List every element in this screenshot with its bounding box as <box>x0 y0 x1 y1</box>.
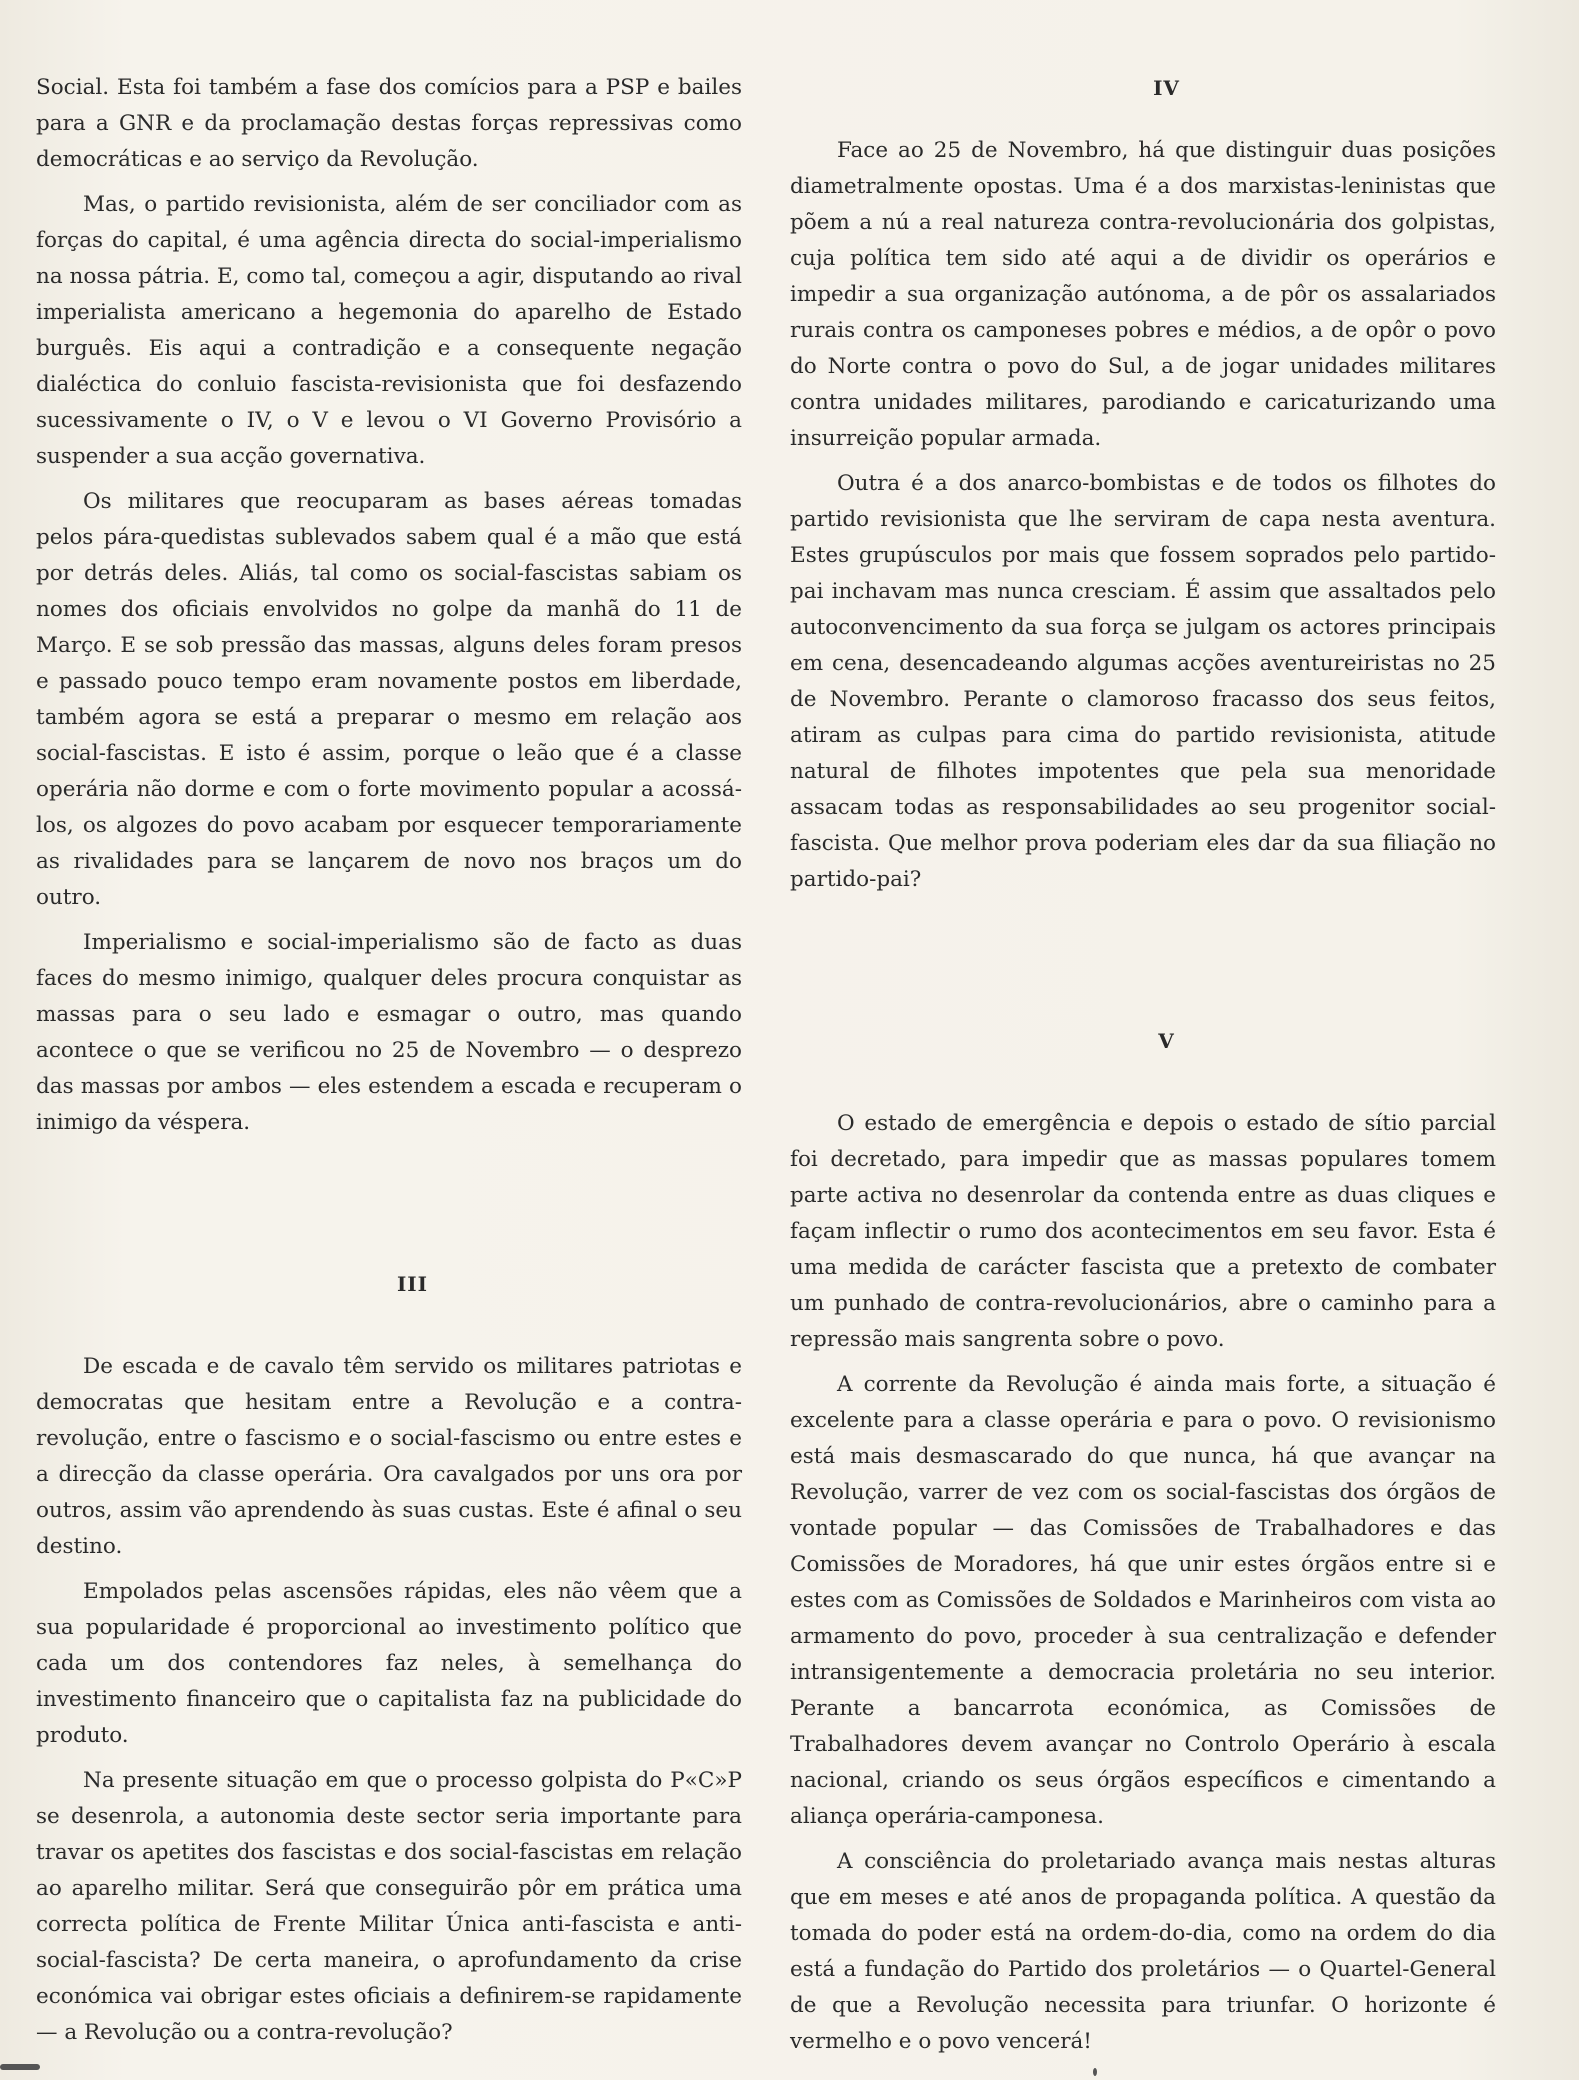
left-column <box>36 70 742 2060</box>
left-paragraph-4: Imperialismo e social-imperialismo são de facto as duas faces do mesmo inimigo, qualquer deles procura conquistar as massas para o seu lado e esmagar o outro, mas quando acontece o que se verificou no 25 de Novembro — o desprezo das massas por ambos — eles estendem a escada e recuperam o inimigo da véspera. <box>36 930 742 1135</box>
spacer <box>36 1150 742 1266</box>
left-paragraph-6: Empolados pelas ascensões rápidas, eles não vêem que a sua popularidade é proporcional ao investimento político que cada um dos contendores faz neles, à semelhança do investimento financeiro que o capitalista faz na publicidade do produto. <box>36 1579 742 1748</box>
section-heading-v: V <box>1158 1029 1175 1053</box>
right-paragraph-5: A consciência do proletariado avança mais nestas alturas que em meses e até anos de propaganda política. A questão da tomada do poder está na ordem-do-dia, como na ordem do dia está a fundação do Partido dos proletários — o Quartel-General de que a Revolução necessita para triunfar. O horizonte é vermelho e o povo vencerá! <box>790 1849 1496 2054</box>
spacer <box>36 1311 742 1349</box>
right-paragraph-2: Outra é a dos anarco-bombistas e de todos os filhotes do partido revisionista que lhe serviram de capa nesta aventura. Estes grupúsculos por mais que fossem soprados pelo partido-pai inchavam mas nunca cresciam. É assim que assaltados pelo autoconvencimento da sua força se julgam os actores principais em cena, desencadeando algumas acções aventureiristas no 25 de Novembro. Perante o clamoroso fracasso dos seus feitos, atiram as culpas para cima do partido revisionista, atitude natural de filhotes impotentes que pela sua menoridade assacam todas as responsabilidades ao seu progenitor social-fascista. Que melhor prova poderiam eles dar da sua filiação no partido-pai? <box>790 471 1496 892</box>
left-paragraph-7: Na presente situação em que o processo golpista do P«C»P se desenrola, a autonomia deste sector seria importante para travar os apetites dos fascistas e dos social-fascistas em relação ao aparelho militar. Será que conseguirão pôr em prática uma correcta política de Frente Militar Única anti-fascista e anti-social-fascista? De certa maneira, o aprofundamento da crise económica vai obrigar estes oficiais a definirem-se rapidamente — a Revolução ou a contra-revolução? <box>36 1768 742 2045</box>
right-paragraph-3: O estado de emergência e depois o estado de sítio parcial foi decretado, para impedir que as massas populares tomem parte activa no desenrolar da contenda entre as duas cliques e façam inflectir o rumo dos acontecimentos em seu favor. Esta é uma medida de carácter fascista que a pretexto de combater um punhado de contra-revolucionários, abre o caminho para a repressão mais sangrenta sobre o povo. <box>790 1111 1496 1352</box>
right-paragraph-1: Face ao 25 de Novembro, há que distinguir duas posições diametralmente opostas. Uma é a dos marxistas-leninistas que põem a nú a real natureza contra-revolucionária dos golpistas, cuja política tem sido até aqui a de dividir os operários e impedir a sua organização autónoma, a de pôr os assalariados rurais contra os camponeses pobres e médios, a de opôr o povo do Norte contra o povo do Sul, a de jogar unidades militares contra unidades militares, parodiando e caricaturizando uma insurreição popular armada. <box>790 138 1496 451</box>
ink-speck <box>1093 2068 1097 2076</box>
left-paragraph-2: Mas, o partido revisionista, além de ser conciliador com as forças do capital, é uma agência directa do social-imperialismo na nossa pátria. E, como tal, começou a agir, disputando ao rival imperialista americano a hegemonia do aparelho de Estado burguês. Eis aqui a contradição e a consequente negação dialéctica do conluio fascista-revisionista que foi desfazendo sucessivamente o IV, o V e levou o VI Governo Provisório a suspender a sua acção governativa. <box>36 192 742 469</box>
right-paragraph-4: A corrente da Revolução é ainda mais forte, a situação é excelente para a classe operária e para o povo. O revisionismo está mais desmascarado do que nunca, há que avançar na Revolução, varrer de vez com os social-fascistas dos órgãos de vontade popular — das Comissões de Trabalhadores e das Comissões de Moradores, há que unir estes órgãos entre si e estes com as Comissões de Soldados e Marinheiros com vista ao armamento do povo, proceder à sua centralização e defender intransigentemente a democracia proletária no seu interior. Perante a bancarrota económica, as Comissões de Trabalhadores devem avançar no Controlo Operário à escala nacional, criando os seus órgãos específicos e cimentando a aliança operária-camponesa. <box>790 1372 1496 1829</box>
ink-speck <box>0 2064 40 2070</box>
right-column <box>790 70 1496 2069</box>
section-heading-iv: IV <box>1153 76 1180 100</box>
left-paragraph-5: De escada e de cavalo têm servido os militares patriotas e democratas que hesitam entre a Revolução e a contra-revolução, entre o fascismo e o social-fascismo ou entre estes e a direcção da classe operária. Ora cavalgados por uns ora por outros, assim vão aprendendo às suas custas. Este é afinal o seu destino. <box>36 1354 742 1559</box>
section-heading-iii: III <box>396 1272 429 1296</box>
left-paragraph-3: Os militares que reocuparam as bases aéreas tomadas pelos pára-quedistas sublevados sabem qual é a mão que está por detrás deles. Aliás, tal como os social-fascistas sabiam os nomes dos oficiais envolvidos no golpe da manhã do 11 de Março. E se sob pressão das massas, alguns deles foram presos e passado pouco tempo eram novamente postos em liberdade, também agora se está a preparar o mesmo em relação aos social-fascistas. E isto é assim, porque o leão que é a classe operária não dorme e com o forte movimento popular a acossá-los, os algozes do povo acabam por esquecer temporariamente as rivalidades para se lançarem de novo nos braços um do outro. <box>36 489 742 910</box>
spacer <box>790 115 1496 133</box>
spacer <box>790 907 1496 1023</box>
spacer <box>790 1068 1496 1106</box>
left-paragraph-1: Social. Esta foi também a fase dos comícios para a PSP e bailes para a GNR e da proclamação destas forças repressivas como democráticas e ao serviço da Revolução. <box>36 75 742 172</box>
